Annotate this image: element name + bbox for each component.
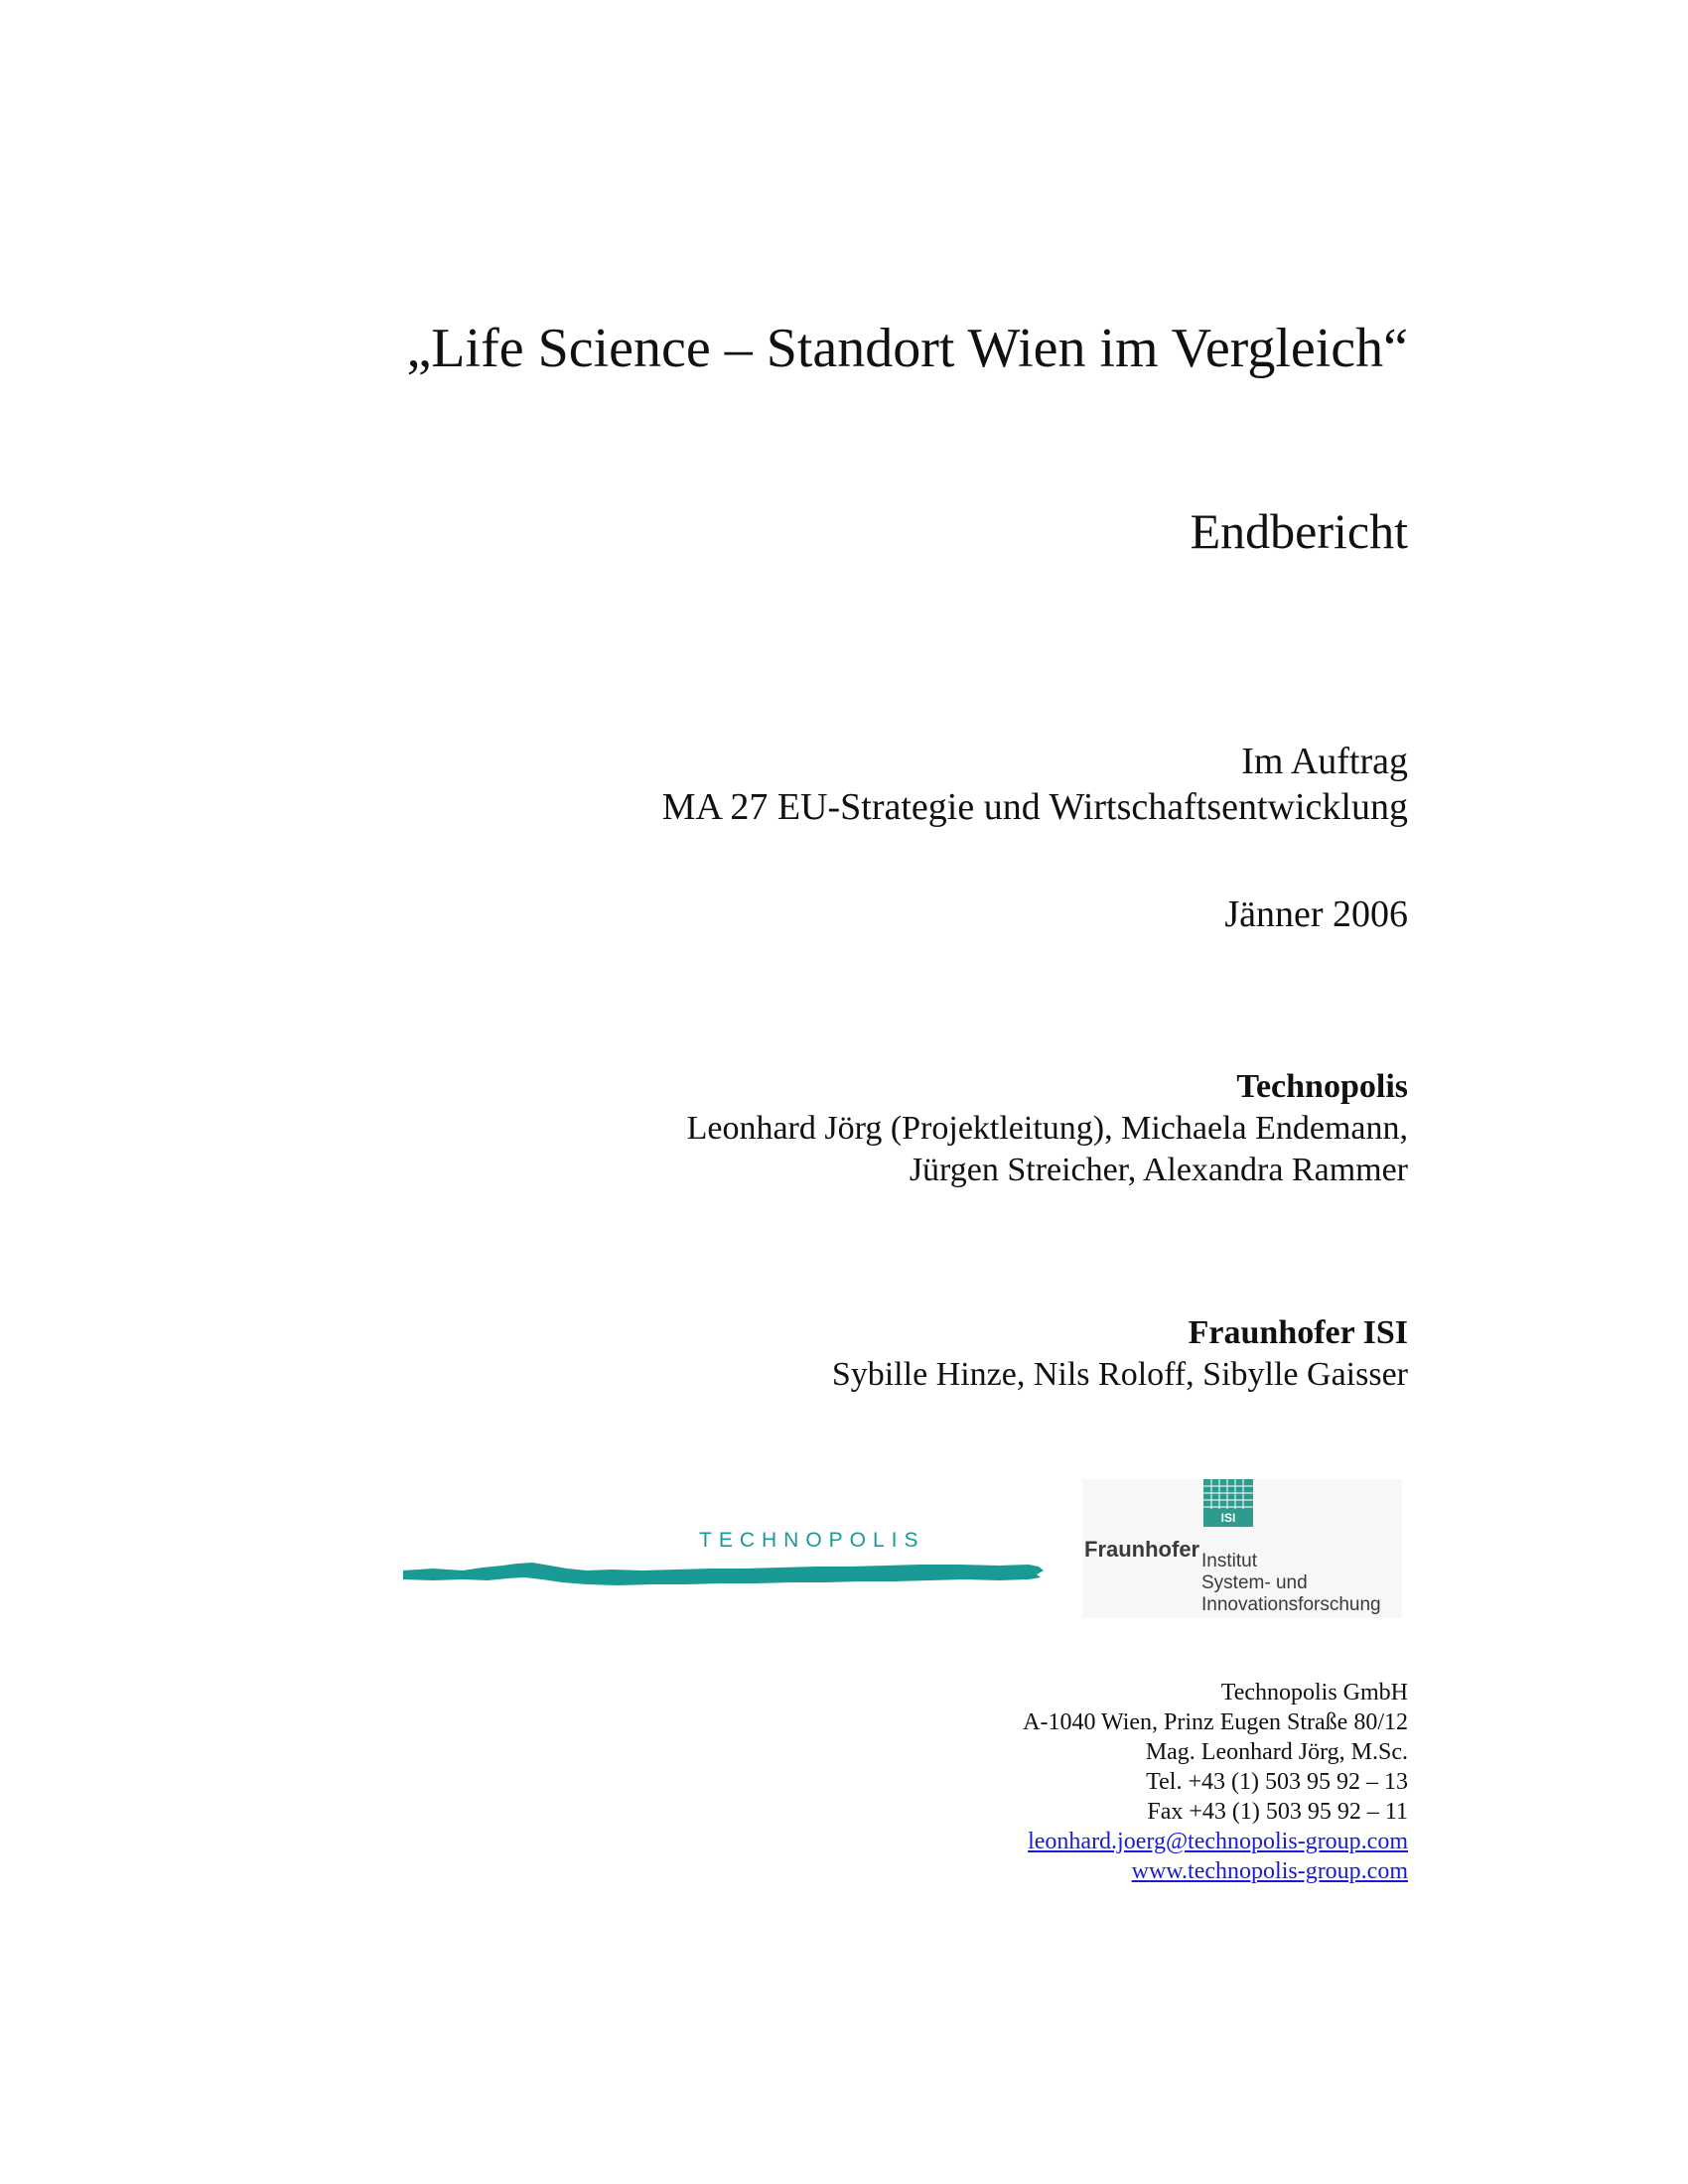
contact-email-link[interactable]: leonhard.joerg@technopolis-group.com	[1028, 1829, 1408, 1854]
fraunhofer-members: Sybille Hinze, Nils Roloff, Sibylle Gaisser	[831, 1356, 1408, 1393]
isi-badge-label: ISI	[1220, 1511, 1236, 1525]
fraunhofer-team-block	[0, 1312, 1408, 1396]
report-title: „Life Science – Standort Wien im Vergleich“	[406, 318, 1408, 379]
isi-grid-icon	[1203, 1479, 1253, 1527]
technopolis-team-heading: Technopolis	[1236, 1068, 1408, 1105]
contact-address: A-1040 Wien, Prinz Eugen Straße 80/12	[1023, 1709, 1408, 1735]
fraunhofer-isi-logo	[1082, 1479, 1402, 1618]
contact-person: Mag. Leonhard Jörg, M.Sc.	[1145, 1739, 1408, 1765]
report-subtitle: Endbericht	[1190, 503, 1408, 559]
fraunhofer-wordmark: Fraunhofer	[1084, 1537, 1200, 1562]
contact-phone: Tel. +43 (1) 503 95 92 – 13	[1146, 1769, 1408, 1795]
technopolis-members-line-1: Leonhard Jörg (Projektleitung), Michaela Endemann,	[686, 1110, 1408, 1147]
commission-block	[0, 739, 1408, 830]
technopolis-logo-wave	[403, 1563, 1044, 1585]
commission-line: Im Auftrag	[1241, 741, 1408, 782]
report-date: Jänner 2006	[1224, 893, 1408, 935]
contact-website-link[interactable]: www.technopolis-group.com	[1131, 1858, 1408, 1884]
commission-client: MA 27 EU-Strategie und Wirtschaftsentwicklung	[661, 786, 1408, 828]
fraunhofer-institute-line-1: Institut	[1201, 1551, 1257, 1571]
technopolis-logo-wordmark: TECHNOPOLIS	[699, 1529, 925, 1552]
contact-fax: Fax +43 (1) 503 95 92 – 11	[1147, 1799, 1408, 1825]
contact-company: Technopolis GmbH	[1220, 1680, 1408, 1706]
contact-block	[0, 1678, 1408, 1886]
technopolis-team-block	[0, 1066, 1408, 1191]
technopolis-logo	[403, 1519, 1045, 1598]
fraunhofer-institute-line-2: System- und	[1201, 1572, 1308, 1593]
fraunhofer-institute-line-3: Innovationsforschung	[1201, 1594, 1381, 1615]
fraunhofer-institute-name	[1201, 1551, 1381, 1616]
technopolis-members-line-2: Jürgen Streicher, Alexandra Rammer	[909, 1152, 1408, 1188]
fraunhofer-team-heading: Fraunhofer ISI	[1188, 1314, 1408, 1351]
